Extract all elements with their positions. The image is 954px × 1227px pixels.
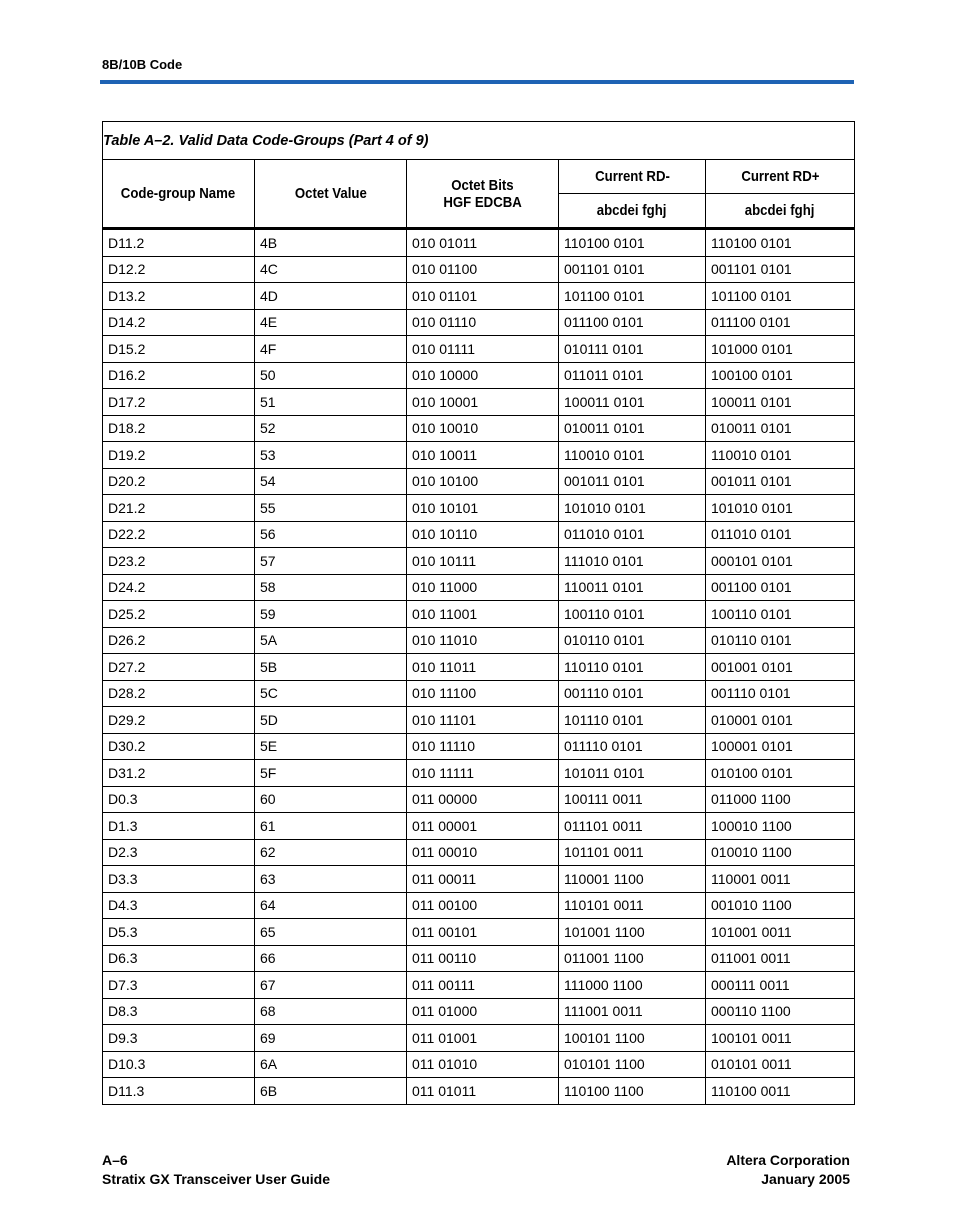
cell-current-rd-plus: 100101 0011: [706, 1025, 855, 1052]
cell-current-rd-plus: 101100 0101: [706, 283, 855, 310]
col-header-octet-bits: Octet Bits HGF EDCBA: [407, 160, 559, 229]
cell-octet-bits: 010 01110: [407, 309, 559, 336]
table-row: [103, 468, 855, 495]
cell-current-rd-minus: 100111 0011: [559, 786, 706, 813]
cell-octet-value: 54: [255, 468, 407, 495]
table-row: [103, 601, 855, 628]
cell-code-group-name: D0.3: [103, 786, 255, 813]
cell-octet-bits: 010 01011: [407, 229, 559, 257]
table-row: [103, 839, 855, 866]
cell-code-group-name: D1.3: [103, 813, 255, 840]
col-header-current-rd-plus: Current RD+: [706, 160, 855, 194]
cell-octet-value: 65: [255, 919, 407, 946]
footer-right: [726, 1151, 850, 1189]
table-row: [103, 229, 855, 257]
cell-octet-bits: 010 10101: [407, 495, 559, 522]
cell-current-rd-minus: 110011 0101: [559, 574, 706, 601]
table-row: [103, 786, 855, 813]
cell-code-group-name: D7.3: [103, 972, 255, 999]
table-row: [103, 733, 855, 760]
cell-octet-bits: 011 00011: [407, 866, 559, 893]
cell-code-group-name: D24.2: [103, 574, 255, 601]
cell-octet-value: 67: [255, 972, 407, 999]
cell-code-group-name: D31.2: [103, 760, 255, 787]
cell-octet-value: 4C: [255, 256, 407, 283]
cell-current-rd-minus: 101011 0101: [559, 760, 706, 787]
cell-current-rd-plus: 011010 0101: [706, 521, 855, 548]
cell-octet-bits: 011 01000: [407, 998, 559, 1025]
cell-current-rd-minus: 010101 1100: [559, 1051, 706, 1078]
publication-date: January 2005: [761, 1171, 850, 1187]
cell-code-group-name: D10.3: [103, 1051, 255, 1078]
table-row: [103, 627, 855, 654]
cell-current-rd-plus: 001010 1100: [706, 892, 855, 919]
cell-octet-bits: 010 10001: [407, 389, 559, 416]
cell-current-rd-minus: 011001 1100: [559, 945, 706, 972]
table-row: [103, 1025, 855, 1052]
cell-current-rd-plus: 101001 0011: [706, 919, 855, 946]
cell-current-rd-minus: 110001 1100: [559, 866, 706, 893]
cell-current-rd-plus: 010010 1100: [706, 839, 855, 866]
cell-octet-value: 51: [255, 389, 407, 416]
cell-octet-bits: 011 00110: [407, 945, 559, 972]
cell-octet-bits: 010 01111: [407, 336, 559, 363]
page-number: A–6: [102, 1152, 128, 1168]
cell-current-rd-plus: 101010 0101: [706, 495, 855, 522]
cell-octet-bits: 010 11001: [407, 601, 559, 628]
cell-current-rd-minus: 110110 0101: [559, 654, 706, 681]
cell-current-rd-plus: 011100 0101: [706, 309, 855, 336]
cell-current-rd-minus: 100101 1100: [559, 1025, 706, 1052]
cell-current-rd-minus: 110100 0101: [559, 229, 706, 257]
table-row: [103, 548, 855, 575]
table-row: [103, 574, 855, 601]
cell-current-rd-minus: 011100 0101: [559, 309, 706, 336]
cell-current-rd-plus: 100001 0101: [706, 733, 855, 760]
table-row: [103, 892, 855, 919]
table-row: [103, 760, 855, 787]
cell-octet-bits: 011 01011: [407, 1078, 559, 1105]
col-header-code-group-name: Code-group Name: [103, 160, 255, 229]
cell-code-group-name: D21.2: [103, 495, 255, 522]
cell-current-rd-minus: 101110 0101: [559, 707, 706, 734]
cell-current-rd-minus: 001101 0101: [559, 256, 706, 283]
cell-code-group-name: D6.3: [103, 945, 255, 972]
cell-code-group-name: D13.2: [103, 283, 255, 310]
cell-current-rd-minus: 101001 1100: [559, 919, 706, 946]
col-header-current-rd-minus: Current RD-: [559, 160, 706, 194]
table-row: [103, 945, 855, 972]
cell-code-group-name: D11.2: [103, 229, 255, 257]
section-title: 8B/10B Code: [102, 57, 183, 72]
table-row: [103, 680, 855, 707]
table-row: [103, 707, 855, 734]
cell-octet-value: 5F: [255, 760, 407, 787]
cell-code-group-name: D25.2: [103, 601, 255, 628]
cell-octet-bits: 011 01010: [407, 1051, 559, 1078]
table-row: [103, 283, 855, 310]
cell-octet-bits: 011 01001: [407, 1025, 559, 1052]
cell-current-rd-minus: 100110 0101: [559, 601, 706, 628]
cell-octet-bits: 011 00001: [407, 813, 559, 840]
cell-code-group-name: D27.2: [103, 654, 255, 681]
cell-code-group-name: D30.2: [103, 733, 255, 760]
cell-code-group-name: D9.3: [103, 1025, 255, 1052]
cell-octet-value: 58: [255, 574, 407, 601]
cell-octet-value: 56: [255, 521, 407, 548]
cell-current-rd-minus: 011011 0101: [559, 362, 706, 389]
cell-current-rd-minus: 001011 0101: [559, 468, 706, 495]
code-groups-table: [102, 121, 855, 1105]
col-subheader-rd-minus: abcdei fghj: [559, 194, 706, 229]
cell-current-rd-minus: 111000 1100: [559, 972, 706, 999]
cell-current-rd-plus: 011000 1100: [706, 786, 855, 813]
cell-octet-bits: 010 10100: [407, 468, 559, 495]
table-row: [103, 1078, 855, 1105]
table-row: [103, 998, 855, 1025]
cell-octet-value: 63: [255, 866, 407, 893]
table-row: [103, 389, 855, 416]
cell-current-rd-minus: 011110 0101: [559, 733, 706, 760]
table-row: [103, 1051, 855, 1078]
cell-code-group-name: D20.2: [103, 468, 255, 495]
cell-current-rd-plus: 001001 0101: [706, 654, 855, 681]
cell-octet-bits: 010 11100: [407, 680, 559, 707]
table-row: [103, 362, 855, 389]
cell-octet-value: 6B: [255, 1078, 407, 1105]
cell-code-group-name: D8.3: [103, 998, 255, 1025]
cell-current-rd-plus: 110001 0011: [706, 866, 855, 893]
cell-octet-value: 68: [255, 998, 407, 1025]
cell-octet-bits: 010 11011: [407, 654, 559, 681]
cell-octet-value: 69: [255, 1025, 407, 1052]
cell-current-rd-minus: 111010 0101: [559, 548, 706, 575]
cell-octet-value: 59: [255, 601, 407, 628]
cell-code-group-name: D3.3: [103, 866, 255, 893]
table-row: [103, 972, 855, 999]
cell-octet-value: 52: [255, 415, 407, 442]
cell-current-rd-minus: 110010 0101: [559, 442, 706, 469]
cell-current-rd-plus: 001100 0101: [706, 574, 855, 601]
cell-current-rd-plus: 100010 1100: [706, 813, 855, 840]
cell-octet-value: 61: [255, 813, 407, 840]
cell-current-rd-plus: 110100 0011: [706, 1078, 855, 1105]
cell-current-rd-plus: 010001 0101: [706, 707, 855, 734]
cell-current-rd-minus: 100011 0101: [559, 389, 706, 416]
cell-code-group-name: D18.2: [103, 415, 255, 442]
table-row: [103, 336, 855, 363]
cell-code-group-name: D29.2: [103, 707, 255, 734]
cell-current-rd-minus: 001110 0101: [559, 680, 706, 707]
cell-code-group-name: D23.2: [103, 548, 255, 575]
cell-current-rd-plus: 101000 0101: [706, 336, 855, 363]
cell-octet-bits: 010 01101: [407, 283, 559, 310]
cell-code-group-name: D2.3: [103, 839, 255, 866]
cell-current-rd-plus: 010110 0101: [706, 627, 855, 654]
table-row: [103, 256, 855, 283]
cell-code-group-name: D14.2: [103, 309, 255, 336]
cell-octet-value: 4B: [255, 229, 407, 257]
table-row: [103, 309, 855, 336]
cell-code-group-name: D15.2: [103, 336, 255, 363]
cell-current-rd-minus: 010011 0101: [559, 415, 706, 442]
table-row: [103, 521, 855, 548]
cell-current-rd-plus: 000101 0101: [706, 548, 855, 575]
cell-current-rd-plus: 010100 0101: [706, 760, 855, 787]
cell-octet-value: 5B: [255, 654, 407, 681]
cell-octet-value: 64: [255, 892, 407, 919]
cell-octet-value: 55: [255, 495, 407, 522]
cell-octet-bits: 010 10000: [407, 362, 559, 389]
cell-current-rd-plus: 010101 0011: [706, 1051, 855, 1078]
cell-current-rd-plus: 010011 0101: [706, 415, 855, 442]
cell-code-group-name: D12.2: [103, 256, 255, 283]
cell-current-rd-minus: 010111 0101: [559, 336, 706, 363]
cell-current-rd-plus: 000110 1100: [706, 998, 855, 1025]
cell-code-group-name: D26.2: [103, 627, 255, 654]
cell-octet-bits: 010 10111: [407, 548, 559, 575]
footer-left: [102, 1151, 330, 1189]
cell-octet-bits: 010 11010: [407, 627, 559, 654]
cell-current-rd-minus: 101100 0101: [559, 283, 706, 310]
cell-current-rd-plus: 110010 0101: [706, 442, 855, 469]
cell-octet-value: 5E: [255, 733, 407, 760]
cell-current-rd-plus: 001011 0101: [706, 468, 855, 495]
table-row: [103, 919, 855, 946]
table-row: [103, 654, 855, 681]
cell-code-group-name: D17.2: [103, 389, 255, 416]
cell-octet-value: 50: [255, 362, 407, 389]
table-row: [103, 415, 855, 442]
cell-octet-bits: 011 00111: [407, 972, 559, 999]
cell-octet-value: 57: [255, 548, 407, 575]
col-subheader-rd-plus: abcdei fghj: [706, 194, 855, 229]
cell-code-group-name: D5.3: [103, 919, 255, 946]
cell-current-rd-plus: 100110 0101: [706, 601, 855, 628]
cell-octet-value: 60: [255, 786, 407, 813]
cell-current-rd-plus: 110100 0101: [706, 229, 855, 257]
cell-octet-value: 4F: [255, 336, 407, 363]
table-row: [103, 866, 855, 893]
cell-octet-bits: 010 10110: [407, 521, 559, 548]
cell-current-rd-plus: 001110 0101: [706, 680, 855, 707]
cell-octet-bits: 010 11110: [407, 733, 559, 760]
cell-current-rd-plus: 000111 0011: [706, 972, 855, 999]
cell-octet-bits: 010 10011: [407, 442, 559, 469]
cell-octet-value: 4D: [255, 283, 407, 310]
cell-octet-bits: 011 00101: [407, 919, 559, 946]
cell-octet-value: 4E: [255, 309, 407, 336]
cell-code-group-name: D11.3: [103, 1078, 255, 1105]
cell-current-rd-minus: 101010 0101: [559, 495, 706, 522]
table-row: [103, 495, 855, 522]
cell-octet-value: 66: [255, 945, 407, 972]
cell-octet-bits: 011 00100: [407, 892, 559, 919]
cell-current-rd-minus: 111001 0011: [559, 998, 706, 1025]
table-caption: Table A–2. Valid Data Code-Groups (Part 4 of 9): [103, 122, 855, 160]
table-row: [103, 442, 855, 469]
cell-current-rd-plus: 011001 0011: [706, 945, 855, 972]
cell-code-group-name: D16.2: [103, 362, 255, 389]
cell-octet-bits: 010 11101: [407, 707, 559, 734]
cell-code-group-name: D4.3: [103, 892, 255, 919]
cell-octet-value: 5D: [255, 707, 407, 734]
header-rule: [100, 80, 854, 84]
cell-code-group-name: D19.2: [103, 442, 255, 469]
cell-code-group-name: D22.2: [103, 521, 255, 548]
cell-octet-bits: 011 00000: [407, 786, 559, 813]
cell-octet-bits: 010 10010: [407, 415, 559, 442]
cell-current-rd-minus: 110101 0011: [559, 892, 706, 919]
cell-octet-bits: 010 11000: [407, 574, 559, 601]
cell-current-rd-plus: 001101 0101: [706, 256, 855, 283]
cell-current-rd-minus: 011010 0101: [559, 521, 706, 548]
cell-current-rd-plus: 100100 0101: [706, 362, 855, 389]
cell-current-rd-minus: 011101 0011: [559, 813, 706, 840]
cell-octet-value: 5C: [255, 680, 407, 707]
cell-current-rd-plus: 100011 0101: [706, 389, 855, 416]
cell-octet-value: 5A: [255, 627, 407, 654]
cell-octet-value: 53: [255, 442, 407, 469]
company-name: Altera Corporation: [726, 1152, 850, 1168]
cell-octet-value: 6A: [255, 1051, 407, 1078]
cell-current-rd-minus: 110100 1100: [559, 1078, 706, 1105]
cell-octet-bits: 010 11111: [407, 760, 559, 787]
cell-code-group-name: D28.2: [103, 680, 255, 707]
guide-title: Stratix GX Transceiver User Guide: [102, 1171, 330, 1187]
cell-octet-bits: 011 00010: [407, 839, 559, 866]
cell-octet-bits: 010 01100: [407, 256, 559, 283]
cell-octet-value: 62: [255, 839, 407, 866]
cell-current-rd-minus: 101101 0011: [559, 839, 706, 866]
table-row: [103, 813, 855, 840]
col-header-octet-value: Octet Value: [255, 160, 407, 229]
cell-current-rd-minus: 010110 0101: [559, 627, 706, 654]
